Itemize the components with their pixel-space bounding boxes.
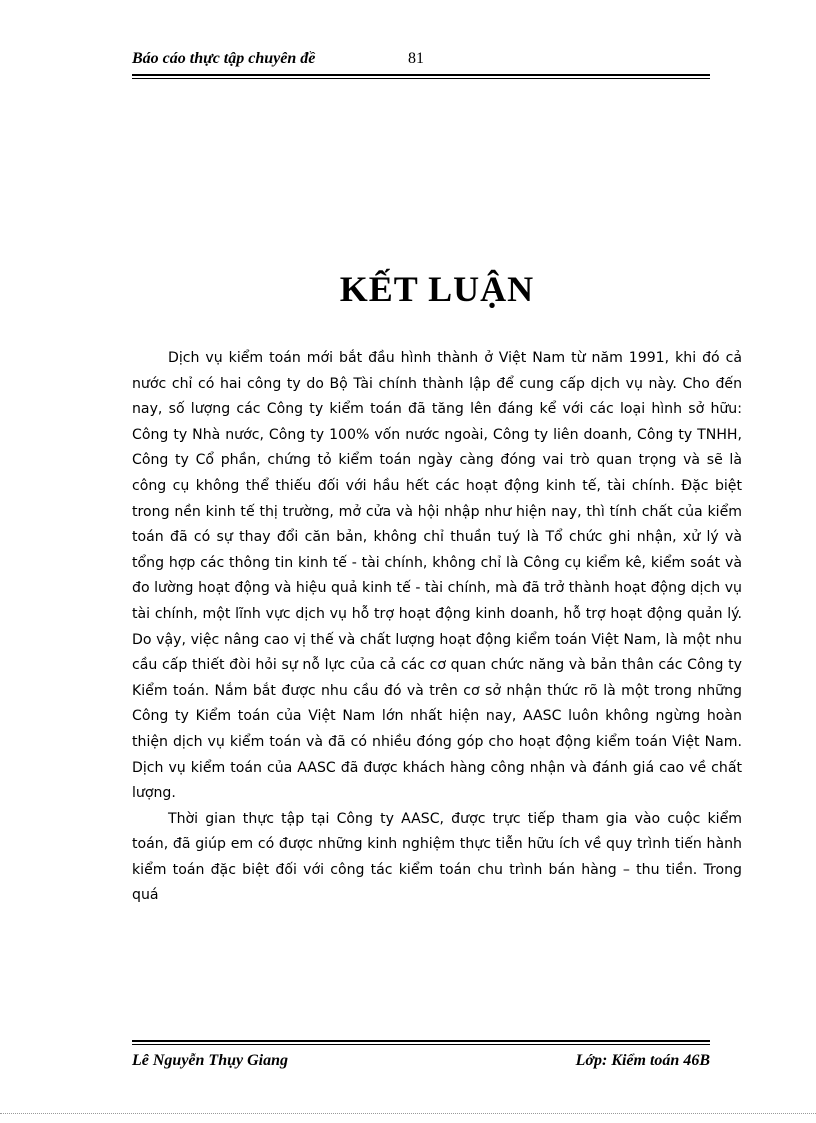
report-title: Báo cáo thực tập chuyên đề: [132, 50, 316, 67]
page-edge-divider: [0, 1113, 816, 1114]
page-header: [132, 50, 710, 80]
page-number: 81: [408, 50, 424, 67]
paragraph-1: Dịch vụ kiểm toán mới bắt đầu hình thành ở Việt Nam từ năm 1991, khi đó cả nước chỉ có hai công ty do Bộ Tài chính thành lập để cung cấp dịch vụ này. Cho đến nay, số lượng các Công ty kiểm toán đã tăng lên đáng kể với các loại hình sở hữu: Công ty Nhà nước, Công ty 100% vốn nước ngoài, Công ty liên doanh, Công ty TNHH, Công ty Cổ phần, chứng tỏ kiểm toán ngày càng đóng vai trò quan trọng và sẽ là công cụ không thể thiếu đối với hầu hết các hoạt động kinh tế, tài chính. Đặc biệt trong nền kinh tế thị trường, mở cửa và hội nhập như hiện nay, thì tính chất của kiểm toán đã có sự thay đổi căn bản, không chỉ thuần tuý là Tổ chức ghi nhận, xử lý và tổng hợp các thông tin kinh tế - tài chính, không chỉ là Công cụ kiểm kê, kiểm soát và đo lường hoạt động và hiệu quả kinh tế - tài chính, mà đã trở thành hoạt động dịch vụ tài chính, một lĩnh vực dịch vụ hỗ trợ hoạt động kinh doanh, hỗ trợ hoạt động quản lý. Do vậy, việc nâng cao vị thế và chất lượng hoạt động kiểm toán Việt Nam, là một nhu cầu cấp thiết đòi hỏi sự nỗ lực của cả các cơ quan chức năng và bản thân các Công ty Kiểm toán. Nắm bắt được nhu cầu đó và trên cơ sở nhận thức rõ là một trong những Công ty Kiểm toán của Việt Nam lớn nhất hiện nay, AASC luôn không ngừng hoàn thiện dịch vụ kiểm toán và đã có nhiều đóng góp cho hoạt động kiểm toán Việt Nam. Dịch vụ kiểm toán của AASC đã được khách hàng công nhận và đánh giá cao về chất lượng.: [132, 350, 742, 802]
header-rule: [132, 74, 710, 79]
footer-rule: [132, 1040, 710, 1045]
page-footer: [132, 1040, 710, 1080]
paragraph-2: Thời gian thực tập tại Công ty AASC, được trực tiếp tham gia vào cuộc kiểm toán, đã giúp em có được những kinh nghiệm thực tiễn hữu ích về quy trình tiến hành kiểm toán đặc biệt đối với công tác kiểm toán chu trình bán hàng – thu tiền. Trong quá: [132, 810, 742, 904]
page-title: KẾT LUẬN: [339, 269, 535, 309]
document-body: [132, 346, 742, 909]
class-label: Lớp: Kiểm toán 46B: [575, 1052, 710, 1069]
author-name: Lê Nguyễn Thụy Giang: [132, 1052, 288, 1069]
